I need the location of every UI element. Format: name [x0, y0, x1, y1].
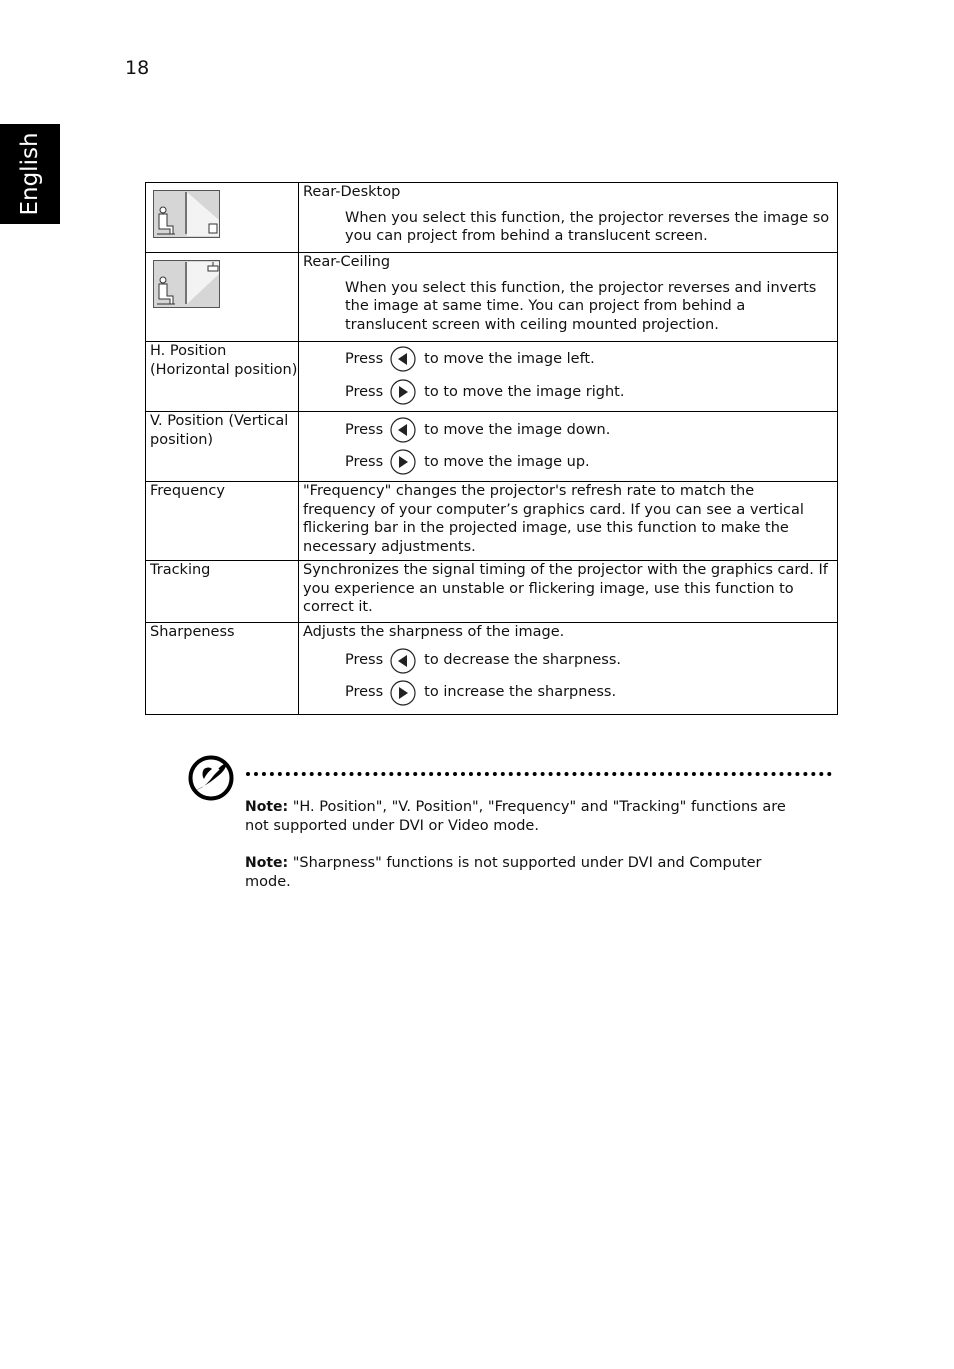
rear-desktop-description: When you select this function, the projector reverses the image so you can project from behind a translucent screen.: [345, 209, 830, 244]
note-dotted-divider: [246, 772, 832, 776]
rear-ceiling-projection-icon: [153, 260, 220, 308]
press-word: Press: [345, 684, 384, 701]
table-row-v-position: [146, 412, 838, 482]
table-row-rear-ceiling: [146, 253, 838, 342]
sharpeness-increase-text: to increase the sharpness.: [424, 684, 617, 701]
page-number: 18: [125, 57, 150, 79]
table-row-tracking: [146, 561, 838, 623]
sharpeness-description-cell: [299, 623, 838, 715]
note-sharpness: [245, 854, 805, 891]
rear-ceiling-description: When you select this function, the projector reverses and inverts the image at same time. You can project from behind a translucent screen with ceiling mounted projection.: [345, 279, 817, 333]
table-row-sharpeness: [146, 623, 838, 715]
table-row-frequency: [146, 482, 838, 561]
rear-desktop-heading: Rear-Desktop: [303, 184, 401, 200]
press-word: Press: [345, 383, 384, 400]
language-tab: [0, 124, 60, 224]
h-position-left-text: to move the image left.: [424, 350, 595, 367]
v-position-description-cell: [299, 412, 838, 482]
note-pen-icon: [188, 755, 234, 801]
v-position-line-up: [345, 449, 831, 475]
rear-desktop-projection-icon: [153, 190, 220, 238]
h-position-line-left: [345, 346, 831, 372]
rear-ceiling-description-cell: [299, 253, 838, 342]
table-row-h-position: [146, 342, 838, 412]
note-dvi-video: [245, 798, 805, 835]
rear-ceiling-heading: Rear-Ceiling: [303, 254, 391, 270]
table-row-rear-desktop: [146, 183, 838, 253]
note-label: Note:: [245, 855, 289, 871]
tracking-description: Synchronizes the signal timing of the projector with the graphics card. If you experience an unstable or flickering image, use this function to correct it.: [299, 561, 838, 623]
press-word: Press: [345, 350, 384, 367]
h-position-description-cell: [299, 342, 838, 412]
note-body: "Sharpness" functions is not supported under DVI and Computer mode.: [245, 855, 762, 890]
press-word: Press: [345, 453, 384, 470]
sharpeness-description: Adjusts the sharpness of the image.: [303, 624, 565, 640]
right-arrow-button-icon: [390, 379, 416, 405]
v-position-down-text: to move the image down.: [424, 421, 611, 438]
sharpeness-label: Sharpeness: [146, 623, 299, 715]
frequency-description: "Frequency" changes the projector's refresh rate to match the frequency of your computer’s graphics card. If you can see a vertical flickering bar in the projected image, use this function to make the necessary adjustments.: [299, 482, 838, 561]
left-arrow-button-icon: [390, 346, 416, 372]
left-arrow-button-icon: [390, 417, 416, 443]
sharpeness-decrease-text: to decrease the sharpness.: [424, 652, 621, 669]
language-tab-label: English: [17, 132, 43, 216]
rear-ceiling-icon-cell: [146, 253, 299, 342]
frequency-label: Frequency: [146, 482, 299, 561]
v-position-label: V. Position (Vertical position): [146, 412, 299, 482]
rear-desktop-icon-cell: [146, 183, 299, 253]
sharpeness-line-decrease: [345, 648, 831, 674]
rear-desktop-description-cell: [299, 183, 838, 253]
note-label: Note:: [245, 799, 289, 815]
tracking-label: Tracking: [146, 561, 299, 623]
press-word: Press: [345, 421, 384, 438]
v-position-line-down: [345, 417, 831, 443]
left-arrow-button-icon: [390, 648, 416, 674]
h-position-label: H. Position (Horizontal position): [146, 342, 299, 412]
sharpeness-line-increase: [345, 680, 831, 706]
right-arrow-button-icon: [390, 680, 416, 706]
settings-table: [145, 182, 838, 715]
h-position-line-right: [345, 379, 831, 405]
note-body: "H. Position", "V. Position", "Frequency" and "Tracking" functions are not supported under DVI or Video mode.: [245, 799, 786, 834]
right-arrow-button-icon: [390, 449, 416, 475]
press-word: Press: [345, 652, 384, 669]
h-position-right-text: to to move the image right.: [424, 383, 625, 400]
v-position-up-text: to move the image up.: [424, 453, 590, 470]
